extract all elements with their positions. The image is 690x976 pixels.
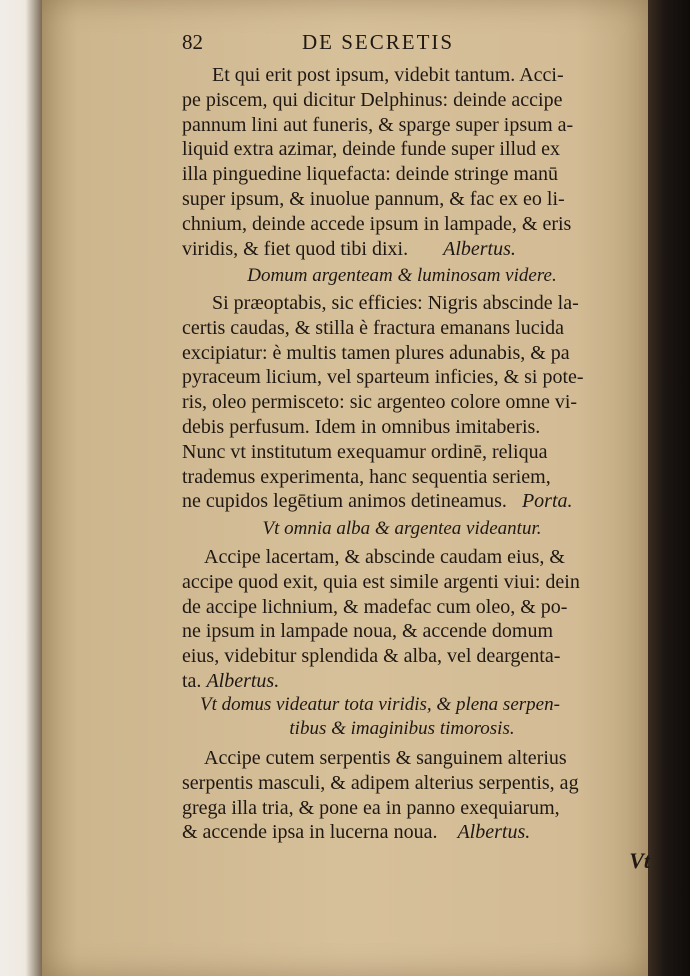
text-fragment: & accende ipsa in lucerna noua.: [182, 821, 438, 844]
catchword: Vt: [629, 848, 650, 873]
text-line: serpentis masculi, & adipem alterius serpentis, ag: [182, 771, 579, 794]
text-line: pe piscem, qui dicitur Delphinus: deinde accipe: [182, 88, 563, 111]
page-header: [182, 30, 622, 58]
paragraph-3: [182, 545, 622, 694]
text-line: ne ipsum in lampade noua, & accende domum: [182, 620, 554, 643]
text-fragment: viridis, & fiet quod tibi dixi.: [182, 237, 409, 260]
text-line: [182, 237, 622, 262]
text-line: [182, 489, 622, 514]
paragraph-4: [182, 746, 622, 845]
text-fragment: ta.: [182, 669, 202, 692]
attribution: Albertus.: [457, 821, 531, 844]
paragraph-1: [182, 63, 622, 261]
running-title: DE SECRETIS: [302, 30, 455, 54]
attribution: Porta.: [521, 490, 573, 513]
section-heading: Vt domus videatur tota viridis, & plena serpen-: [200, 694, 560, 715]
attribution: Albertus.: [206, 669, 280, 692]
text-line: Nunc vt institutum exequamur ordinē, reliqua: [182, 440, 548, 463]
scan-right-margin: [648, 0, 690, 976]
text-line: chnium, deinde accede ipsum in lampade, & eris: [182, 212, 572, 235]
text-line: accipe quod exit, quia est simile argenti viui: dein: [182, 570, 580, 593]
text-line: pannum lini aut funeris, & sparge super ipsum a-: [182, 113, 574, 136]
text-line: Et qui erit post ipsum, videbit tantum. Acci-: [212, 64, 564, 86]
text-line: Si præoptabis, sic efficies: Nigris abscinde la-: [212, 292, 579, 314]
text-line: super ipsum, & inuolue pannum, & fac ex eo li-: [182, 187, 565, 210]
text-line: debis perfusum. Idem in omnibus imitaberis.: [182, 415, 541, 438]
text-line: Accipe lacertam, & abscinde caudam eius, &: [204, 546, 565, 568]
text-line: excipiatur: è multis tamen plures adunabis, & pa: [182, 341, 570, 364]
text-line: certis caudas, & stilla è fractura emanans lucida: [182, 316, 565, 339]
paragraph-2: [182, 291, 622, 514]
section-heading: Domum argenteam & luminosam videre.: [247, 265, 557, 286]
page-number: 82: [182, 30, 203, 54]
text-line: eius, videbitur splendida & alba, vel deargenta-: [182, 645, 561, 668]
text-line: illa pinguedine liquefacta: deinde stringe manū: [182, 163, 558, 186]
text-line: de accipe lichnium, & madefac cum oleo, & po-: [182, 595, 568, 618]
text-line: grega illa tria, & pone ea in panno exequiarum,: [182, 796, 560, 819]
text-line: trademus experimenta, hanc sequentia seriem,: [182, 465, 551, 488]
text-line: ris, oleo permisceto: sic argenteo colore omne vi-: [182, 391, 578, 414]
text-line: Accipe cutem serpentis & sanguinem alterius: [204, 747, 567, 769]
text-line: liquid extra azimar, deinde funde super illud ex: [182, 138, 560, 161]
scan-left-margin: [0, 0, 42, 976]
text-line: pyraceum licium, vel sparteum inficies, & si pote-: [182, 366, 584, 389]
section-heading: Vt omnia alba & argentea videantur.: [262, 518, 542, 539]
text-fragment: ne cupidos legētium animos detineamus.: [182, 490, 507, 513]
text-line: [182, 669, 622, 694]
text-line: [182, 820, 622, 845]
section-heading-continued: tibus & imaginibus timorosis.: [289, 718, 515, 739]
attribution: Albertus.: [443, 237, 516, 260]
